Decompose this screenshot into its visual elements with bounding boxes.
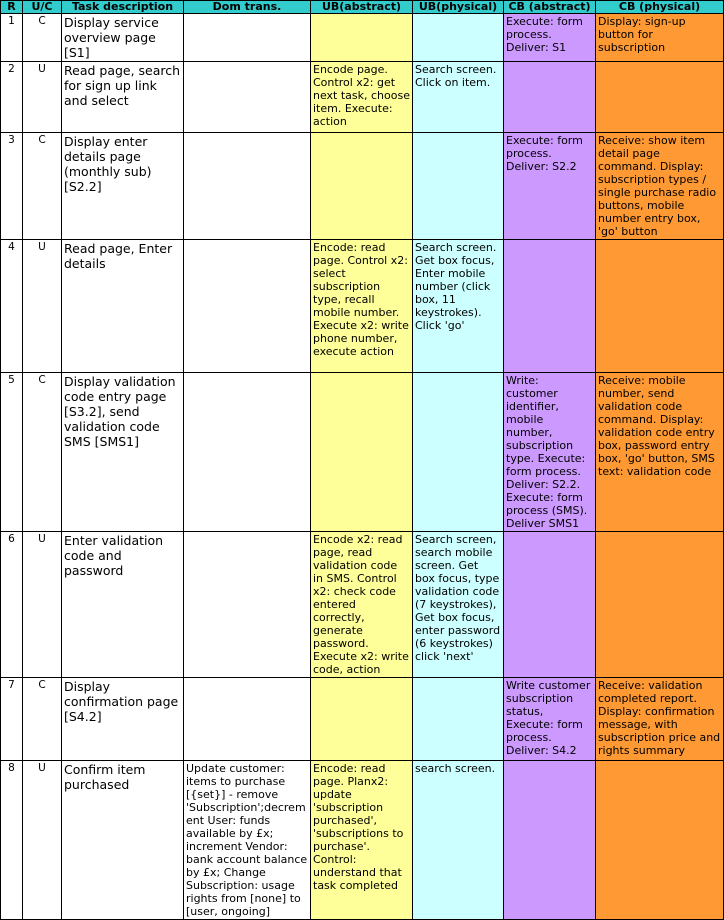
cb-physical: Receive: validation completed report. Display: confirmation message, with subscription price and rights summary bbox=[596, 678, 724, 761]
ub-physical: search screen. bbox=[413, 761, 504, 920]
dom-trans: Update customer: items to purchase [{set}] - remove 'Subscription';decrement User: funds available by £x; increment Vendor: bank account balance by £x; Change Subscription: usage rights from [none] to [user, ongoing] bbox=[184, 761, 311, 920]
cb-physical: Receive: show item detail page command. Display: subscription types / single purchase radio buttons, mobile number entry box, 'go' button bbox=[596, 133, 724, 240]
cb-abstract: Execute: form process. Deliver: S1 bbox=[504, 14, 596, 62]
dom-trans bbox=[184, 678, 311, 761]
header-ub-abstract: UB(abstract) bbox=[311, 1, 413, 14]
row-number: 5 bbox=[1, 373, 23, 532]
table-row bbox=[1, 761, 724, 920]
row-number: 8 bbox=[1, 761, 23, 920]
ub-abstract bbox=[311, 678, 413, 761]
cb-physical bbox=[596, 532, 724, 678]
header-cb-physical: CB (physical) bbox=[596, 1, 724, 14]
ub-abstract bbox=[311, 14, 413, 62]
table-row bbox=[1, 14, 724, 62]
table-row bbox=[1, 373, 724, 532]
ub-physical bbox=[413, 678, 504, 761]
row-number: 3 bbox=[1, 133, 23, 240]
ub-abstract: Encode: read page. Planx2: update 'subscription purchased', 'subscriptions to purchase'. Control: understand that task completed bbox=[311, 761, 413, 920]
user-computer-flag: C bbox=[23, 14, 62, 62]
cb-abstract bbox=[504, 240, 596, 373]
table-row bbox=[1, 532, 724, 678]
user-computer-flag: C bbox=[23, 373, 62, 532]
ub-physical bbox=[413, 373, 504, 532]
user-computer-flag: U bbox=[23, 532, 62, 678]
ub-abstract: Encode page. Control x2: get next task, choose item. Execute: action bbox=[311, 62, 413, 133]
user-computer-flag: U bbox=[23, 240, 62, 373]
cb-physical bbox=[596, 761, 724, 920]
ub-abstract: Encode: read page. Control x2: select subscription type, recall mobile number. Execute x2: write phone number, execute action bbox=[311, 240, 413, 373]
dom-trans bbox=[184, 14, 311, 62]
task-description: Display confirmation page [S4.2] bbox=[62, 678, 184, 761]
cb-abstract bbox=[504, 532, 596, 678]
row-number: 7 bbox=[1, 678, 23, 761]
user-computer-flag: C bbox=[23, 678, 62, 761]
cb-physical: Receive: mobile number, send validation code command. Display: validation code entry box, password entry box, 'go' button, SMS text: validation code bbox=[596, 373, 724, 532]
table-row bbox=[1, 240, 724, 373]
dom-trans bbox=[184, 373, 311, 532]
cb-abstract bbox=[504, 62, 596, 133]
table-row bbox=[1, 678, 724, 761]
ub-physical: Search screen. Get box focus, Enter mobile number (click box, 11 keystrokes). Click 'go' bbox=[413, 240, 504, 373]
cb-abstract: Write: customer identifier, mobile number, subscription type. Execute: form process. Deliver: S2.2. Execute: form process (SMS). Deliver SMS1 bbox=[504, 373, 596, 532]
task-description: Display validation code entry page [S3.2], send validation code SMS [SMS1] bbox=[62, 373, 184, 532]
user-computer-flag: U bbox=[23, 62, 62, 133]
task-description: Enter validation code and password bbox=[62, 532, 184, 678]
cb-physical bbox=[596, 240, 724, 373]
user-computer-flag: U bbox=[23, 761, 62, 920]
row-number: 6 bbox=[1, 532, 23, 678]
cb-abstract bbox=[504, 761, 596, 920]
ub-abstract: Encode x2: read page, read validation code in SMS. Control x2: check code entered correctly, generate password. Execute x2: write code, action bbox=[311, 532, 413, 678]
cb-physical: Display: sign-up button for subscription bbox=[596, 14, 724, 62]
row-number: 4 bbox=[1, 240, 23, 373]
header-task-description: Task description bbox=[62, 1, 184, 14]
row-number: 1 bbox=[1, 14, 23, 62]
ub-physical bbox=[413, 133, 504, 240]
task-description: Display enter details page (monthly sub) [S2.2] bbox=[62, 133, 184, 240]
header-dom-trans: Dom trans. bbox=[184, 1, 311, 14]
ub-physical bbox=[413, 14, 504, 62]
dom-trans bbox=[184, 240, 311, 373]
header-cb-abstract: CB (abstract) bbox=[504, 1, 596, 14]
dom-trans bbox=[184, 133, 311, 240]
cb-abstract: Execute: form process. Deliver: S2.2 bbox=[504, 133, 596, 240]
table-row bbox=[1, 133, 724, 240]
row-number: 2 bbox=[1, 62, 23, 133]
cb-physical bbox=[596, 62, 724, 133]
user-computer-flag: C bbox=[23, 133, 62, 240]
task-description: Read page, search for sign up link and select bbox=[62, 62, 184, 133]
header-row bbox=[1, 1, 724, 14]
header-r: R bbox=[1, 1, 23, 14]
dom-trans bbox=[184, 532, 311, 678]
dom-trans bbox=[184, 62, 311, 133]
header-ub-physical: UB(physical) bbox=[413, 1, 504, 14]
header-uc: U/C bbox=[23, 1, 62, 14]
ub-physical: Search screen. Click on item. bbox=[413, 62, 504, 133]
task-description: Display service overview page [S1] bbox=[62, 14, 184, 62]
cb-abstract: Write customer subscription status, Execute: form process. Deliver: S4.2 bbox=[504, 678, 596, 761]
task-description: Read page, Enter details bbox=[62, 240, 184, 373]
table-row bbox=[1, 62, 724, 133]
ub-abstract bbox=[311, 133, 413, 240]
task-description: Confirm item purchased bbox=[62, 761, 184, 920]
ub-abstract bbox=[311, 373, 413, 532]
ub-physical: Search screen, search mobile screen. Get box focus, type validation code (7 keystrokes), Get box focus, enter password (6 keystrokes) click 'next' bbox=[413, 532, 504, 678]
